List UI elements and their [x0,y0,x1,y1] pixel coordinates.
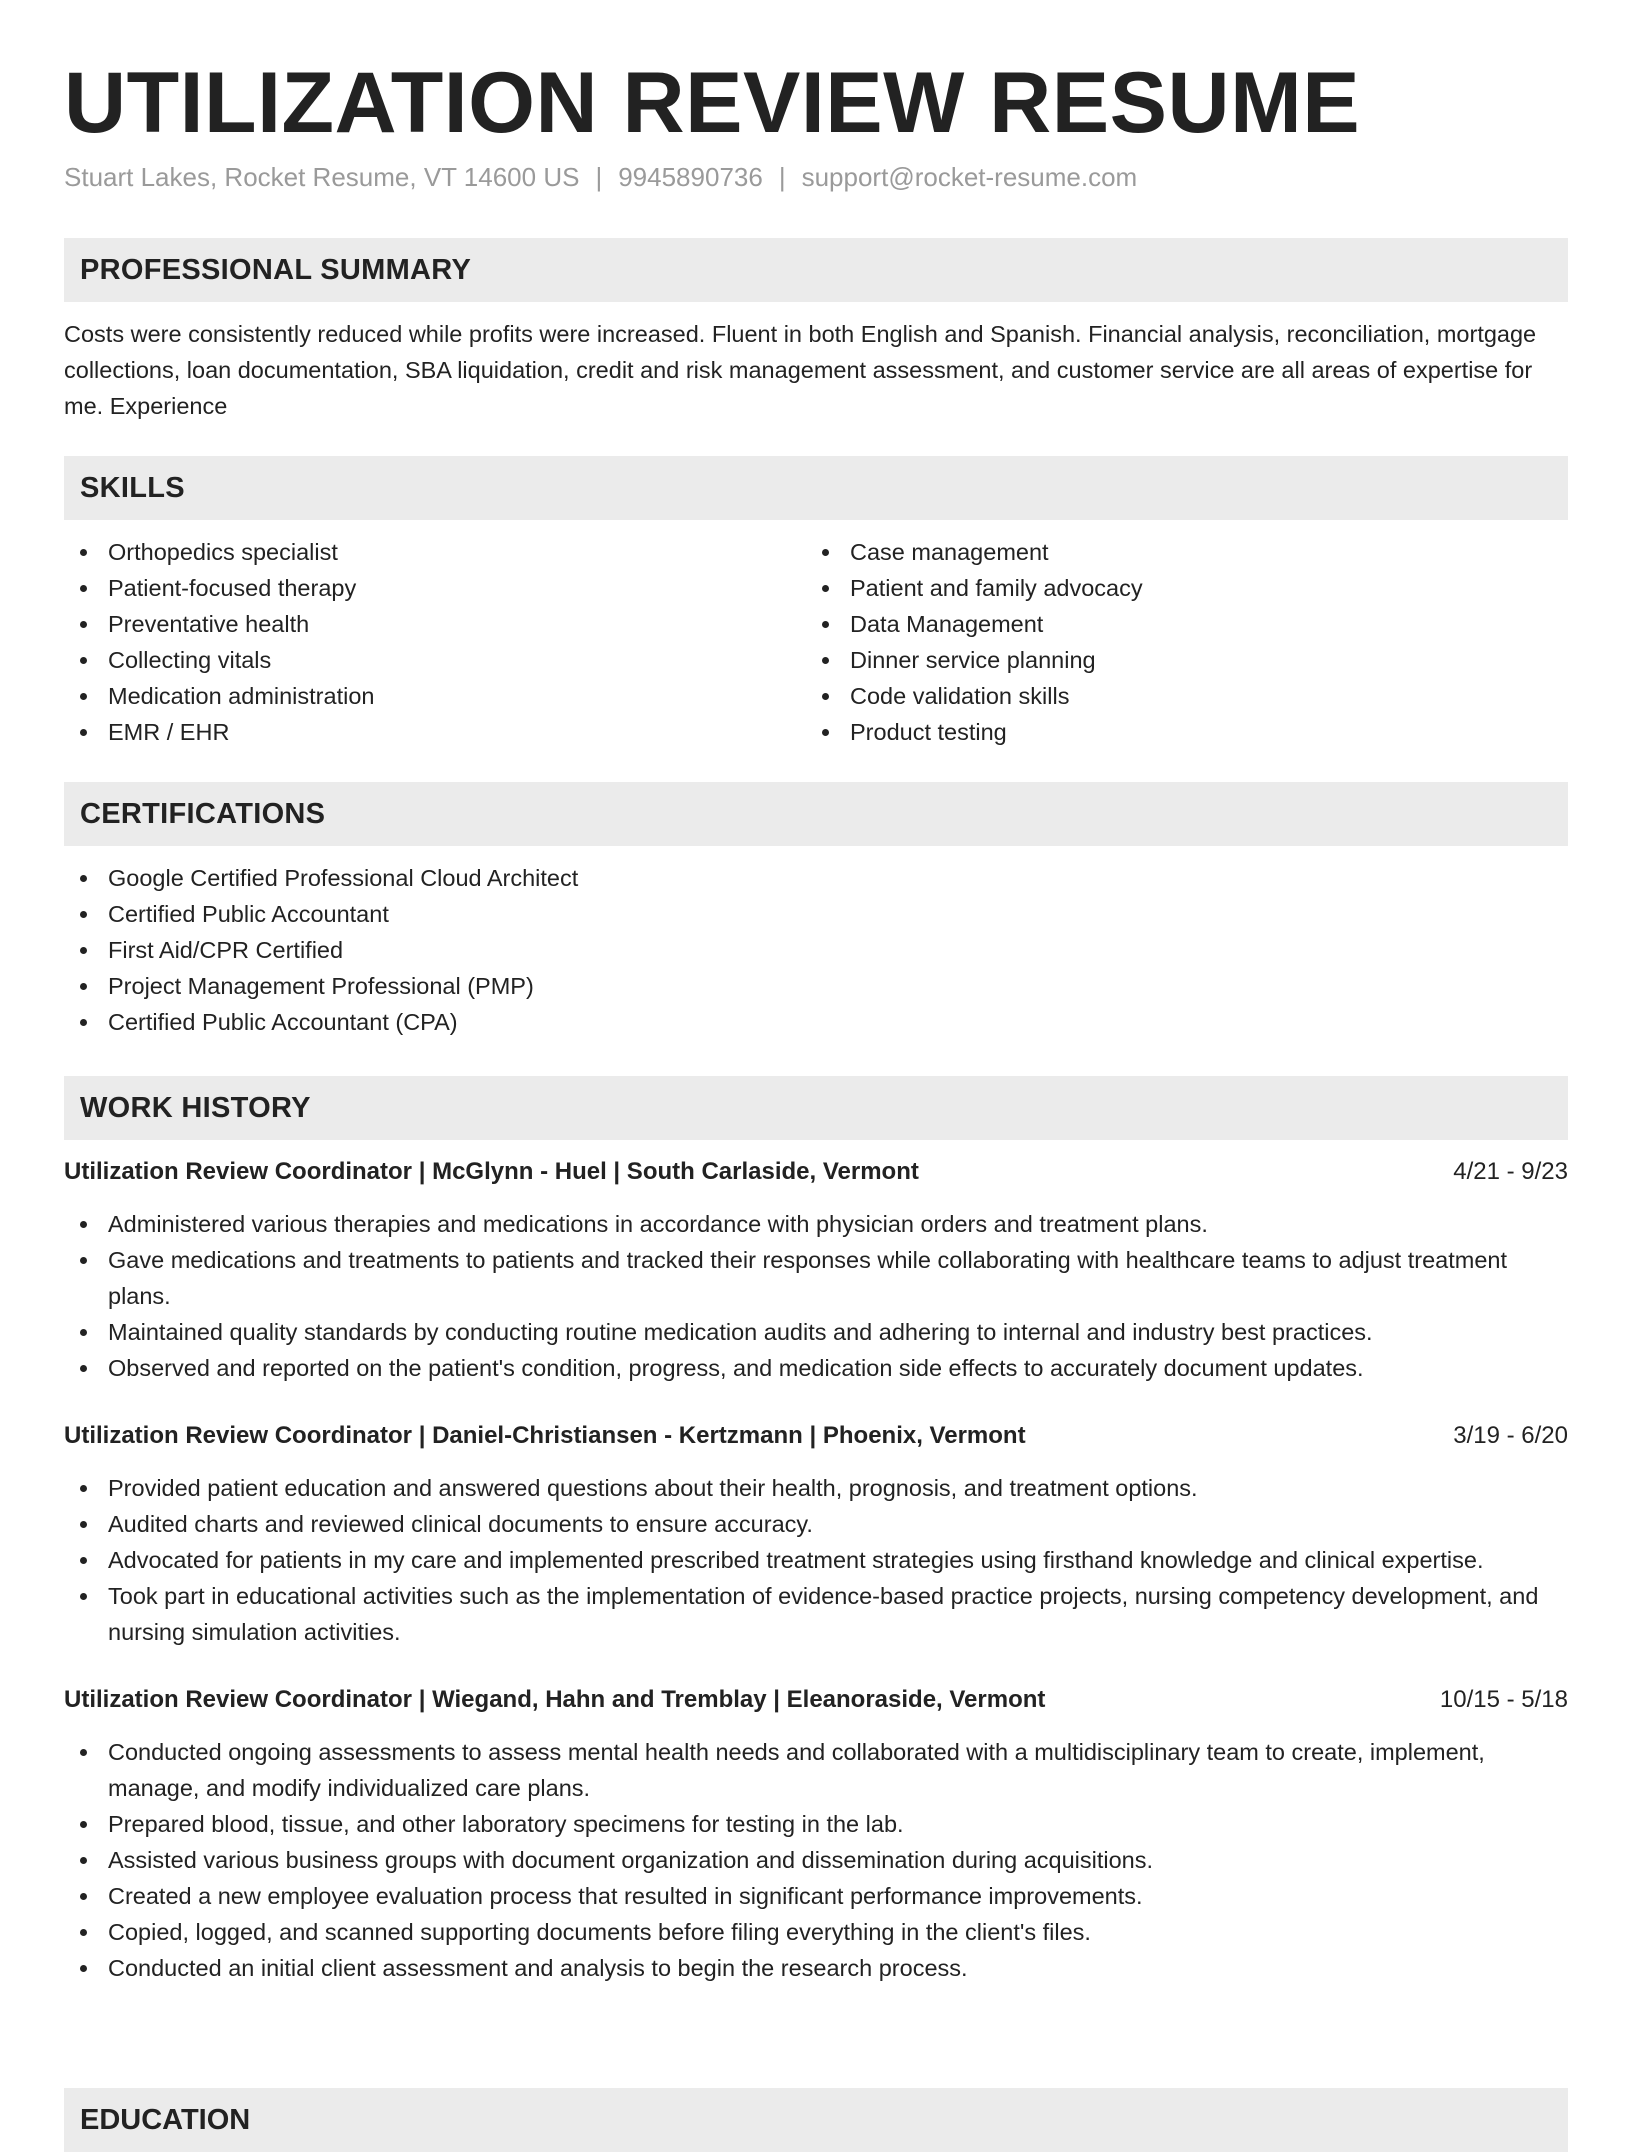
skill-item: Product testing [806,714,1548,750]
contact-line [64,161,1568,195]
job-bullet: Administered various therapies and medications in accordance with physician orders and treatment plans. [64,1206,1568,1242]
job-bullets [64,1734,1568,1986]
job-dates: 10/15 - 5/18 [1439,1685,1568,1713]
job-bullet: Created a new employee evaluation process that resulted in significant performance improvements. [64,1878,1568,1914]
job-bullet: Gave medications and treatments to patients and tracked their responses while collaborating with healthcare teams to adjust treatment plans. [64,1242,1568,1314]
skill-item: Orthopedics specialist [64,534,806,570]
contact-separator: | [778,162,786,193]
job-entry [64,1154,1568,1386]
job-header [64,1682,1568,1718]
education-heading: EDUCATION [80,2104,251,2136]
skill-item: Case management [806,534,1548,570]
skill-item: Patient and family advocacy [806,570,1548,606]
skill-item: Data Management [806,606,1548,642]
skill-item: Dinner service planning [806,642,1548,678]
job-title: Utilization Review Coordinator | Wiegand, Hahn and Tremblay | Eleanoraside, Vermont [64,1685,1046,1713]
job-title: Utilization Review Coordinator | Daniel-Christiansen - Kertzmann | Phoenix, Vermont [64,1421,1026,1449]
certifications-list [64,860,1568,1040]
skill-item: Patient-focused therapy [64,570,806,606]
job-bullet: Conducted ongoing assessments to assess mental health needs and collaborated with a multidisciplinary team to create, implement, manage, and modify individualized care plans. [64,1734,1568,1806]
skills-list-left [64,534,806,750]
job-entry [64,1682,1568,1986]
job-bullet: Copied, logged, and scanned supporting documents before filing everything in the client's files. [64,1914,1568,1950]
certification-item: Certified Public Accountant [64,896,1568,932]
section-header-education [64,2088,1568,2152]
job-bullet: Observed and reported on the patient's condition, progress, and medication side effects to accurately document updates. [64,1350,1568,1386]
section-header-summary: PROFESSIONAL SUMMARY [64,238,1568,302]
skills-list-right [806,534,1548,750]
skills-columns [64,534,1568,750]
section-header-work-history: WORK HISTORY [64,1076,1568,1140]
certification-item: Certified Public Accountant (CPA) [64,1004,1568,1040]
job-header [64,1154,1568,1190]
summary-text: Costs were consistently reduced while profits were increased. Fluent in both English and Spanish. Financial analysis, reconciliation, mortgage collections, loan documentation, SBA liquidation, credit and risk management assessment, and customer service are all areas of expertise for me. Experience [64,320,1537,419]
section-header-certifications: CERTIFICATIONS [64,782,1568,846]
skill-item: EMR / EHR [64,714,806,750]
job-bullet: Provided patient education and answered questions about their health, prognosis, and treatment options. [64,1470,1568,1506]
job-bullets [64,1470,1568,1650]
job-dates: 4/21 - 9/23 [1453,1157,1568,1185]
skill-item: Preventative health [64,606,806,642]
job-title: Utilization Review Coordinator | McGlynn - Huel | South Carlaside, Vermont [64,1157,919,1185]
job-bullet: Prepared blood, tissue, and other laboratory specimens for testing in the lab. [64,1806,1568,1842]
certification-item: Google Certified Professional Cloud Architect [64,860,1568,896]
job-bullet: Maintained quality standards by conducting routine medication audits and adhering to internal and industry best practices. [64,1314,1568,1350]
job-bullet: Audited charts and reviewed clinical documents to ensure accuracy. [64,1506,1568,1542]
job-bullets [64,1206,1568,1386]
skill-item: Collecting vitals [64,642,806,678]
contact-phone: 9945890736 [618,162,763,193]
contact-separator: | [595,162,603,193]
resume-page [64,0,1568,1986]
skill-item: Code validation skills [806,678,1548,714]
job-header [64,1418,1568,1454]
job-bullet: Advocated for patients in my care and implemented prescribed treatment strategies using firsthand knowledge and clinical expertise. [64,1542,1568,1578]
skill-item: Medication administration [64,678,806,714]
contact-email: support@rocket-resume.com [801,162,1138,193]
job-bullet: Took part in educational activities such as the implementation of evidence-based practice projects, nursing competency development, and nursing simulation activities. [64,1578,1568,1650]
job-bullet: Assisted various business groups with document organization and dissemination during acquisitions. [64,1842,1568,1878]
certification-item: Project Management Professional (PMP) [64,968,1568,1004]
resume-title: UTILIZATION REVIEW RESUME [64,55,1361,151]
job-dates: 3/19 - 6/20 [1453,1421,1568,1449]
certification-item: First Aid/CPR Certified [64,932,1568,968]
contact-address: Stuart Lakes, Rocket Resume, VT 14600 US [64,162,580,193]
job-bullet: Conducted an initial client assessment and analysis to begin the research process. [64,1950,1568,1986]
section-header-skills: SKILLS [64,456,1568,520]
job-entry [64,1418,1568,1650]
